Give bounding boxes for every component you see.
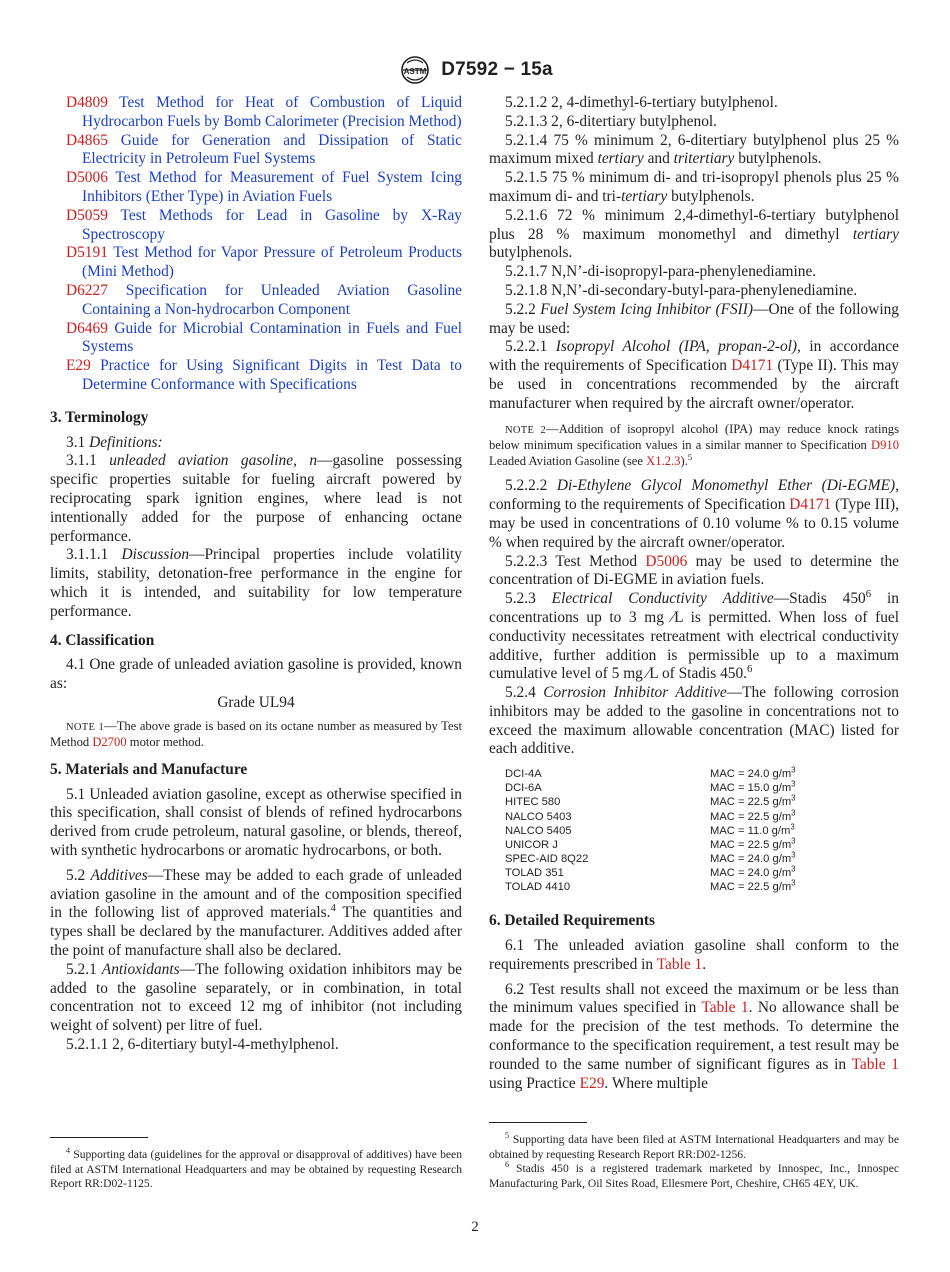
left-column	[50, 94, 462, 1055]
table-row: SPEC-AID 8Q22 MAC = 24.0 $g/m^3$	[505, 850, 796, 865]
paragraph-6-2: 6.2 Test results shall not exceed the maximum or be less than the minimum values specified in Table 1. No allowance shall be made for the precision of the test methods. To determine the conformance to the specification requirement, a test result may be rounded to the same number of significant figures as in Table 1 using Practice E29. Where multiple	[489, 980, 900, 1092]
table-1-link[interactable]: Table 1	[701, 999, 749, 1017]
table-row: NALCO 5405 MAC = 11.0 $g/m^3$	[505, 821, 795, 837]
paragraph-3-1-1-1: 3.1.1.1 Discussion—Principal properties include volatility limits, stability, detonation-free performance in the engine for which it is intended, and suitability for low temperature performance.	[50, 546, 462, 620]
reference-code-link[interactable]: D6227	[66, 281, 108, 299]
reference-code-link[interactable]: D4865	[66, 131, 108, 149]
section-heading-classification: 4. Classification	[50, 631, 155, 649]
reference-item	[50, 132, 462, 170]
right-column	[489, 94, 899, 1093]
table-1-link[interactable]: Table 1	[851, 1055, 900, 1073]
reference-title[interactable]: Test Method for Measurement of Fuel System Icing Inhibitors (Ether Type) in Aviation Fuels	[82, 169, 462, 205]
grade-label: Grade UL94	[217, 693, 295, 711]
reference-item	[50, 357, 462, 395]
d5006-link[interactable]: D5006	[645, 552, 688, 570]
reference-item	[50, 282, 462, 320]
table-row: DCI-6A MAC = 15.0 $g/m^3$	[505, 779, 796, 795]
reference-title[interactable]: Guide for Microbial Contamination in Fuels and Fuel Systems	[82, 319, 462, 356]
paragraph-5-2-1-5: 5.2.1.5 75 % minimum di- and tri-isopropyl phenols plus 25 % maximum di- and tri-tertiary butylphenols.	[489, 169, 899, 205]
footnote-4: $^4$ Supporting data (guidelines for the approval or disapproval of additives) have been filed at ASTM International Headquarters and may be obtained by requesting Research Report RR:D02-1125.	[50, 1146, 462, 1191]
reference-title[interactable]: Test Method for Vapor Pressure of Petroleum Products (Mini Method)	[82, 244, 462, 281]
paragraph-5-2-2: 5.2.2 Fuel System Icing Inhibitor (FSII)—One of the following may be used:	[489, 300, 899, 337]
table-row: DCI-4A MAC = 24.0 $g/m^3$	[505, 765, 796, 781]
paragraph-5-2-2-3: 5.2.2.3 Test Method D5006 may be used to determine the concentration of Di-EGME in aviation fuels.	[489, 552, 899, 589]
reference-title[interactable]: Practice for Using Significant Digits in Test Data to Determine Conformance with Specifications	[82, 357, 462, 393]
reference-title[interactable]: Test Method for Heat of Combustion of Liquid Hydrocarbon Fuels by Bomb Calorimeter (Precision Method)	[82, 94, 462, 130]
table-row: TOLAD 4410 MAC = 22.5 $g/m^3$	[505, 878, 796, 894]
note-2: NOTE 2—Addition of isopropyl alcohol (IPA) may reduce knock ratings below minimum specification values in a similar manner to Specification D910 Leaded Aviation Gasoline (see X1.2.3).$^5$	[489, 421, 899, 468]
footnote-6: $^6$ Stadis 450 is a registered trademark marketed by Innospec, Inc., Innospec Manufacturing Park, Oil Sites Road, Ellesmere Port, Cheshire, CH65 4EY, UK.	[489, 1160, 899, 1190]
reference-item	[50, 169, 462, 207]
paragraph-5-2: 5.2 Additives—These may be added to each grade of unleaded aviation gasoline in the amount and of the composition specified in the following list of approved materials.$^4$ The quantities and types shall be declared by the manufacturer. Additives added after the point of manufacture shall also be declared.	[50, 866, 462, 960]
footnotes-left	[50, 1137, 462, 1192]
paragraph-5-2-3: 5.2.3 Electrical Conductivity Additive—Stadis $450^6$ in concentrations up to 3 mg ⁄L is permitted. When loss of fuel conductivity necessitates retreatment with electrical conductivity additive, further addition is permissible up to a maximum cumulative level of 5 mg ⁄L of Stadis 450.$^6$	[489, 587, 899, 683]
paragraph-5-2-2-2: 5.2.2.2 Di-Ethylene Glycol Monomethyl Ether (Di-EGME), conforming to the requirements of Specification D4171 (Type III), may be used in concentrations of 0.10 volume % to 0.15 volume % when required by the aircraft owner/operator.	[489, 477, 900, 551]
paragraph-5-2-1-6: 5.2.1.6 72 % minimum 2,4-dimethyl-6-tertiary butylphenol plus 28 % maximum monomethyl and dimethyl tertiary butylphenols.	[489, 206, 899, 262]
document-id: D7592 − 15a	[441, 59, 553, 80]
reference-code-link[interactable]: D6469	[66, 319, 108, 337]
reference-code-link[interactable]: D5191	[66, 244, 108, 262]
paragraph-3-1-1: 3.1.1 unleaded aviation gasoline, n—gasoline possessing specific properties suitable for fueling aircraft powered by reciprocating spark ignition engines, where lead is not intentionally added for the purpose of enhancing octane performance.	[50, 452, 462, 545]
paragraph-5-2-1: 5.2.1 Antioxidants—The following oxidation inhibitors may be added to the gasoline separately, or in combination, in total concentration not to exceed 12 mg of inhibitor (not including weight of solvent) per litre of fuel.	[50, 960, 462, 1035]
referenced-documents-list	[50, 94, 462, 395]
d4171-link[interactable]: D4171	[789, 496, 832, 514]
table-row: HITEC 580 MAC = 22.5 $g/m^3$	[505, 793, 796, 809]
reference-code-link[interactable]: D5006	[66, 169, 108, 187]
paragraph-5-2-4: 5.2.4 Corrosion Inhibitor Additive—The following corrosion inhibitors may be added to the gasoline in concentrations not to exceed the maximum allowable concentration (MAC) listed for each additive.	[489, 684, 899, 758]
reference-code-link[interactable]: D4809	[66, 94, 108, 111]
e29-link[interactable]: E29	[579, 1074, 605, 1092]
x1-2-3-link[interactable]: X1.2.3	[646, 453, 681, 468]
paragraph-5-2-1-4: 5.2.1.4 75 % minimum 2, 6-ditertiary butylphenol plus 25 % maximum mixed tertiary and tritertiary butylphenols.	[489, 131, 899, 168]
footnotes-right	[489, 1122, 899, 1191]
paragraph-5-2-1-7: 5.2.1.7 N,N’-di-isopropyl-para-phenylenediamine.	[505, 263, 817, 281]
table-row: UNICOR J MAC = 22.5 $g/m^3$	[505, 836, 796, 851]
reference-code-link[interactable]: E29	[66, 357, 91, 375]
footnote-5: $^5$ Supporting data have been filed at ASTM International Headquarters and may be obtained by requesting Research Report RR:D02-1256.	[489, 1131, 899, 1161]
paragraph-5-1: 5.1 Unleaded aviation gasoline, except as otherwise specified in this specification, shall consist of blends of refined hydrocarbons derived from crude petroleum, natural gasoline, or blends, thereof, with synthetic hydrocarbons or aromatic hydrocarbons, or both.	[50, 785, 462, 860]
section-heading-terminology: 3. Terminology	[50, 408, 149, 426]
paragraph-5-2-2-1: 5.2.2.1 Isopropyl Alcohol (IPA, propan-2-ol), in accordance with the requirements of Specification D4171 (Type II). This may be used in concentrations recommended by the aircraft manufacturer when required by the aircraft owner/operator.	[489, 338, 900, 412]
reference-item	[50, 94, 462, 132]
d2700-link[interactable]: D2700	[92, 735, 127, 750]
d910-link[interactable]: D910	[871, 438, 899, 453]
page-number: 2	[471, 1219, 479, 1235]
paragraph-5-2-1-8: 5.2.1.8 N,N’-di-secondary-butyl-para-phenylenediamine.	[505, 281, 858, 299]
page-header	[0, 56, 950, 84]
paragraph-6-1: 6.1 The unleaded aviation gasoline shall conform to the requirements prescribed in Table 1.	[489, 936, 899, 973]
paragraph-3-1: 3.1 Definitions:	[66, 433, 163, 451]
table-1-link[interactable]: Table 1	[656, 955, 703, 973]
paragraph-5-2-1-2: 5.2.1.2 2, 4-dimethyl-6-tertiary butylphenol.	[505, 94, 778, 111]
reference-title[interactable]: Test Methods for Lead in Gasoline by X-Ray Spectroscopy	[82, 206, 463, 243]
paragraph-4-1: 4.1 One grade of unleaded aviation gasoline is provided, known as:	[50, 656, 462, 693]
table-row: NALCO 5403 MAC = 22.5 $g/m^3$	[505, 807, 796, 823]
reference-item	[50, 207, 462, 245]
reference-code-link[interactable]: D5059	[66, 206, 108, 224]
astm-logo-icon	[397, 55, 433, 85]
paragraph-5-2-1-3: 5.2.1.3 2, 6-ditertiary butylphenol.	[505, 112, 718, 130]
section-heading-materials: 5. Materials and Manufacture	[50, 760, 248, 778]
corrosion-inhibitor-mac-table	[505, 767, 899, 894]
d4171-link[interactable]: D4171	[731, 357, 774, 375]
reference-title[interactable]: Specification for Unleaded Aviation Gasoline Containing a Non-hydrocarbon Component	[82, 281, 462, 318]
note-1: NOTE 1—The above grade is based on its octane number as measured by Test Method D2700 motor method.	[50, 718, 462, 750]
table-row: TOLAD 351 MAC = 24.0 $g/m^3$	[505, 864, 796, 879]
reference-item	[50, 244, 462, 282]
paragraph-5-2-1-1: 5.2.1.1 2, 6-ditertiary butyl-4-methylphenol.	[66, 1036, 339, 1054]
section-heading-detailed-requirements: 6. Detailed Requirements	[489, 912, 655, 930]
reference-item	[50, 320, 462, 358]
reference-title[interactable]: Guide for Generation and Dissipation of Static Electricity in Petroleum Fuel Systems	[82, 131, 462, 168]
logo-text: ASTM	[403, 67, 427, 76]
